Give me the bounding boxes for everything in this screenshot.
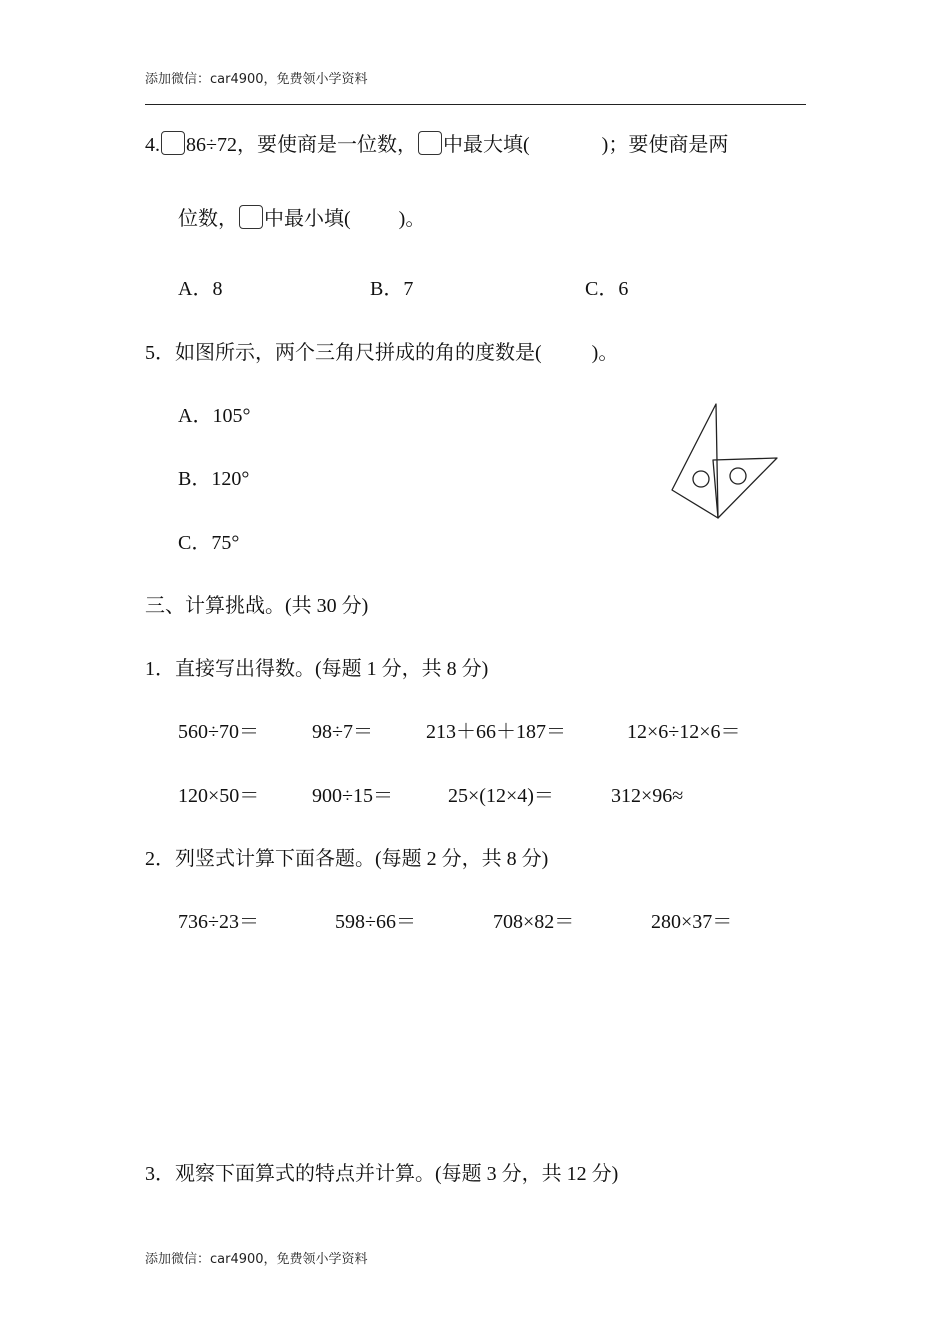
footer-note: 添加微信：car4900，免费领小学资料 — [145, 1252, 368, 1267]
section-3-q1-stem: 1．直接写出得数。(每题 1 分，共 8 分) — [145, 658, 489, 680]
triangle-ruler-left — [672, 404, 718, 518]
question-4-text-c: )；要使商是两 — [601, 134, 729, 156]
expression-item: 280×37＝ — [651, 911, 733, 933]
expression-item: 120×50＝ — [178, 785, 260, 807]
question-number: 4. — [145, 134, 160, 156]
header-note: 添加微信：car4900，免费领小学资料 — [145, 72, 368, 87]
expression-item: 900÷15＝ — [312, 785, 393, 807]
question-5-text-end: )。 — [591, 342, 619, 364]
question-4-text-f: )。 — [398, 208, 426, 230]
blank-box — [161, 131, 185, 155]
question-5-text: 5．如图所示，两个三角尺拼成的角的度数是( — [145, 342, 542, 364]
expression-item: 12×6÷12×6＝ — [627, 721, 741, 743]
blank-box — [239, 205, 263, 229]
question-4-line-1 — [145, 131, 728, 158]
option-b: B．7 — [370, 278, 414, 300]
option-c: C．6 — [585, 278, 629, 300]
triangle-ruler-right — [713, 458, 777, 518]
option-a: A．105° — [178, 405, 251, 427]
header-divider — [145, 104, 806, 105]
question-4-line-2 — [178, 205, 425, 232]
expression-item: 736÷23＝ — [178, 911, 259, 933]
question-4-text-d: 位数， — [178, 208, 238, 230]
question-4-text-a: 86÷72，要使商是一位数， — [186, 134, 417, 156]
section-3-q2-stem: 2．列竖式计算下面各题。(每题 2 分，共 8 分) — [145, 848, 549, 870]
section-3-title: 三、计算挑战。(共 30 分) — [145, 595, 369, 617]
expression-item: 708×82＝ — [493, 911, 575, 933]
expression-item: 213＋66＋187＝ — [426, 721, 566, 743]
expression-item: 598÷66＝ — [335, 911, 416, 933]
option-b: B．120° — [178, 468, 250, 490]
expression-item: 98÷7＝ — [312, 721, 373, 743]
option-a: A．8 — [178, 278, 223, 300]
question-4-text-b: 中最大填( — [442, 134, 530, 156]
expression-item: 25×(12×4)＝ — [448, 785, 554, 807]
expression-item: 312×96≈ — [611, 785, 684, 807]
blank-box — [418, 131, 442, 155]
section-3-q3-stem: 3．观察下面算式的特点并计算。(每题 3 分，共 12 分) — [145, 1163, 619, 1185]
question-5-stem — [145, 340, 618, 366]
triangle-rulers-figure — [668, 402, 780, 520]
question-4-text-e: 中最小填( — [264, 208, 351, 230]
ruler-hole-left — [693, 471, 709, 487]
expression-item: 560÷70＝ — [178, 721, 259, 743]
option-c: C．75° — [178, 532, 240, 554]
ruler-hole-right — [730, 468, 746, 484]
